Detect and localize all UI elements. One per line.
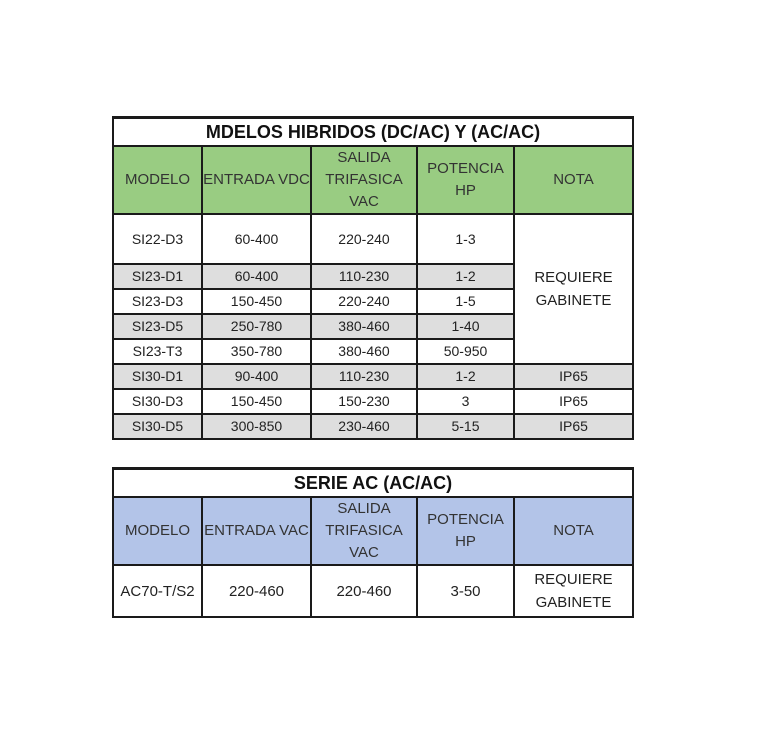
- cell-potencia: 1-5: [417, 289, 514, 314]
- cell-modelo: SI23-D1: [113, 264, 202, 289]
- table-row: [113, 214, 633, 264]
- cell-salida: 380-460: [311, 314, 417, 339]
- header-line: POTENCIA: [427, 160, 504, 177]
- col-header-potencia: [417, 146, 514, 214]
- table-title: SERIE AC (AC/AC): [113, 469, 633, 498]
- col-header-salida: [311, 146, 417, 214]
- cell-entrada: 150-450: [202, 389, 311, 414]
- header-line: HP: [455, 182, 476, 199]
- header-line: VAC: [349, 544, 379, 561]
- header-row: [113, 146, 633, 214]
- table-row: [113, 364, 633, 389]
- col-header-potencia: [417, 497, 514, 565]
- note-line: GABINETE: [535, 594, 612, 611]
- cell-salida: 220-460: [311, 565, 417, 617]
- cell-salida: 220-240: [311, 214, 417, 264]
- header-line: TRIFASICA: [325, 171, 403, 188]
- cell-entrada: 350-780: [202, 339, 311, 364]
- cell-entrada: 300-850: [202, 414, 311, 439]
- hybrid-models-table: [112, 116, 634, 440]
- col-header-salida: [311, 497, 417, 565]
- header-line: VAC: [349, 193, 379, 210]
- header-line: TRIFASICA: [325, 522, 403, 539]
- cell-potencia: 1-40: [417, 314, 514, 339]
- cell-modelo: AC70-T/S2: [113, 565, 202, 617]
- table-row: [113, 565, 633, 617]
- note-line: GABINETE: [535, 292, 612, 309]
- cell-nota: [514, 565, 633, 617]
- cell-potencia: 50-950: [417, 339, 514, 364]
- col-header-modelo: MODELO: [113, 146, 202, 214]
- cell-potencia: 1-2: [417, 364, 514, 389]
- table-row: [113, 414, 633, 439]
- cell-modelo: SI30-D1: [113, 364, 202, 389]
- cell-potencia: 1-3: [417, 214, 514, 264]
- header-line: HP: [455, 533, 476, 550]
- cell-nota: IP65: [514, 389, 633, 414]
- note-line: REQUIERE: [534, 269, 613, 286]
- header-row: [113, 497, 633, 565]
- cell-nota-merged: [514, 214, 633, 364]
- cell-nota: IP65: [514, 364, 633, 389]
- cell-nota: IP65: [514, 414, 633, 439]
- col-header-nota: NOTA: [514, 146, 633, 214]
- cell-potencia: 3-50: [417, 565, 514, 617]
- cell-modelo: SI22-D3: [113, 214, 202, 264]
- cell-entrada: 60-400: [202, 214, 311, 264]
- header-line: SALIDA: [337, 500, 391, 517]
- cell-modelo: SI23-D5: [113, 314, 202, 339]
- cell-modelo: SI30-D5: [113, 414, 202, 439]
- cell-salida: 110-230: [311, 364, 417, 389]
- table-title: MDELOS HIBRIDOS (DC/AC) Y (AC/AC): [113, 118, 633, 147]
- cell-salida: 220-240: [311, 289, 417, 314]
- cell-potencia: 3: [417, 389, 514, 414]
- cell-modelo: SI30-D3: [113, 389, 202, 414]
- cell-modelo: SI23-D3: [113, 289, 202, 314]
- table-row: [113, 389, 633, 414]
- cell-entrada: 60-400: [202, 264, 311, 289]
- cell-salida: 110-230: [311, 264, 417, 289]
- cell-entrada: 220-460: [202, 565, 311, 617]
- ac-series-table: [112, 467, 634, 618]
- cell-salida: 150-230: [311, 389, 417, 414]
- col-header-nota: NOTA: [514, 497, 633, 565]
- cell-entrada: 250-780: [202, 314, 311, 339]
- cell-salida: 380-460: [311, 339, 417, 364]
- cell-salida: 230-460: [311, 414, 417, 439]
- col-header-entrada: ENTRADA VDC: [202, 146, 311, 214]
- note-line: REQUIERE: [534, 571, 613, 588]
- header-line: POTENCIA: [427, 511, 504, 528]
- col-header-modelo: MODELO: [113, 497, 202, 565]
- cell-entrada: 150-450: [202, 289, 311, 314]
- cell-entrada: 90-400: [202, 364, 311, 389]
- cell-potencia: 5-15: [417, 414, 514, 439]
- cell-potencia: 1-2: [417, 264, 514, 289]
- col-header-entrada: ENTRADA VAC: [202, 497, 311, 565]
- header-line: SALIDA: [337, 149, 391, 166]
- cell-modelo: SI23-T3: [113, 339, 202, 364]
